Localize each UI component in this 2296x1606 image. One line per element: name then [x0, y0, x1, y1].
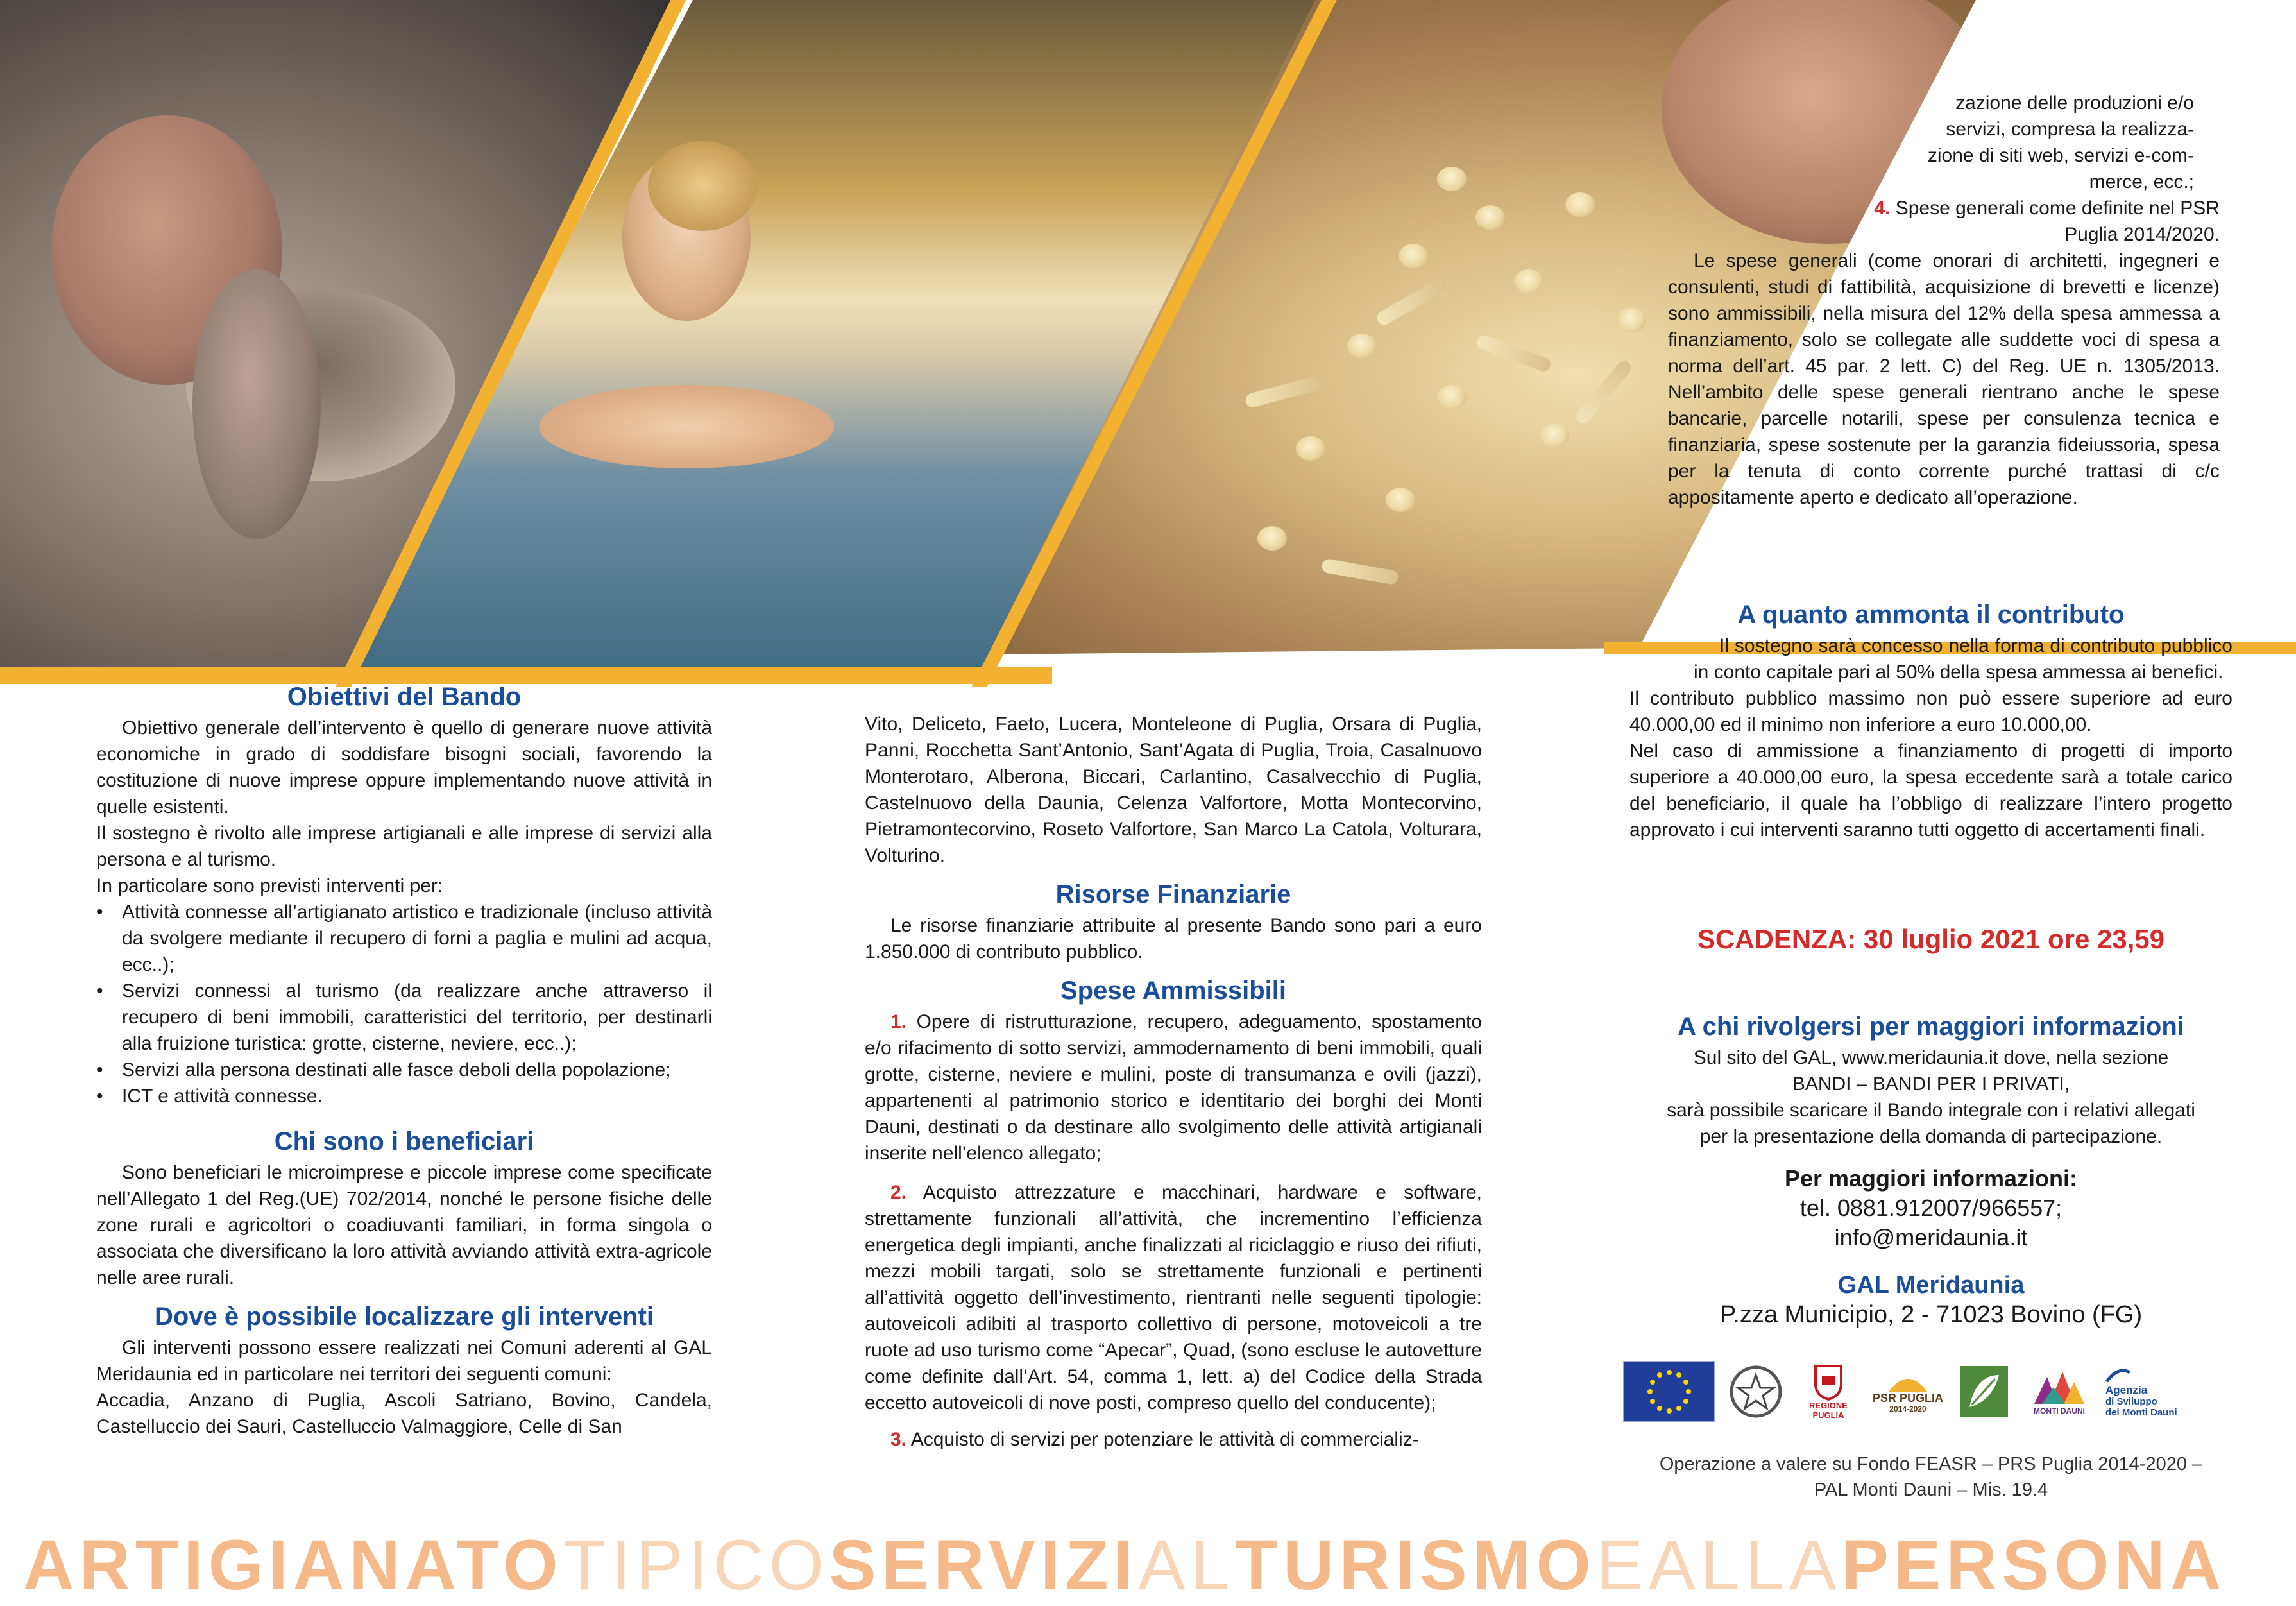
paragraph: Le risorse finanziarie attribuite al presente Bando sono pari a euro 1.850.000 di contributo pubblico. — [865, 915, 1482, 962]
comuni-list: Vito, Deliceto, Faeto, Lucera, Monteleone di Puglia, Orsara di Puglia, Panni, Rocchetta Sant’Antonio, Sant’Agata di Puglia, Troia, Casalnuovo Monterotaro, Alberona, Biccari, Carlantino, Casalvecchio di Puglia, Castelnuovo della Daunia, Celenza Valfortore, Motta Montecorvino, Pietramontecorvino, Roseto Valfortore, San Marco La Catola, Volturara, Volturino. — [865, 713, 1482, 866]
pasta-piece — [1257, 526, 1287, 551]
spese-item-2 — [865, 1179, 1482, 1416]
item-number: 2. — [890, 1182, 907, 1203]
more-info-label: Per maggiori informazioni: — [1784, 1165, 2078, 1192]
paragraph: Il sostegno sarà concesso nella forma di contributo pubblico in conto capitale pari al 50% della spesa ammessa ai benefici. — [1694, 635, 2232, 683]
monti-dauni-label: MONTI DAUNI — [2034, 1406, 2085, 1415]
pasta-piece — [1475, 334, 1552, 373]
pasta-piece — [1244, 375, 1322, 409]
pasta-piece — [1375, 277, 1449, 327]
leader-logo-icon — [1955, 1361, 2013, 1422]
psr-sun-icon — [1885, 1370, 1930, 1392]
tagline — [0, 1527, 2296, 1604]
pasta-piece — [1296, 436, 1325, 461]
pasta-piece — [1437, 385, 1467, 409]
text-line: zione di siti web, servizi e-com- — [1927, 145, 2194, 166]
logo-strip — [1623, 1356, 2226, 1427]
spese-continuation — [1617, 90, 2220, 511]
item-number: 1. — [890, 1011, 907, 1032]
tagline-word: ARTIGIANATO — [23, 1527, 563, 1604]
agenzia-label: dei Monti Dauni — [2105, 1406, 2177, 1418]
pasta-piece — [1540, 423, 1569, 448]
paragraph: Il contributo pubblico massimo non può essere superiore ad euro 40.000,00 ed il minimo non inferiore a euro 10.000,00. — [1629, 688, 2232, 735]
info-line: per la presentazione della domanda di partecipazione. — [1699, 1126, 2163, 1147]
section-heading-risorse: Risorse Finanziarie — [1055, 880, 1291, 909]
tagline-word: TIPICO — [563, 1527, 829, 1604]
tagline-word: AL — [1138, 1527, 1235, 1604]
italian-republic-emblem-icon — [1727, 1361, 1785, 1422]
section-heading-spese: Spese Ammissibili — [1060, 977, 1286, 1005]
left-column — [96, 679, 712, 1440]
pasta-piece — [1399, 244, 1428, 268]
bullet-item: • ICT e attività connesse. — [96, 1083, 712, 1109]
mountains-icon — [2032, 1368, 2087, 1406]
item-number: 3. — [890, 1429, 907, 1450]
funding-note-line: Operazione a valere su Fondo FEASR – PRS Puglia 2014-2020 – — [1659, 1454, 2203, 1474]
deadline-notice: SCADENZA: 30 luglio 2021 ore 23,59 — [1697, 924, 2165, 954]
pasta-piece — [1514, 269, 1543, 294]
phone-number: tel. 0881.912007/966557; — [1799, 1195, 2062, 1221]
hair-shape — [648, 141, 757, 231]
section-heading-beneficiari: Chi sono i beneficiari — [274, 1127, 534, 1156]
middle-column — [865, 711, 1482, 1453]
agenzia-label: Agenzia — [2105, 1383, 2148, 1396]
item-text: Acquisto di servizi per potenziare le attività di commercializ- — [910, 1429, 1419, 1450]
info-line: sarà possibile scaricare il Bando integrale con i relativi allegati — [1667, 1100, 2195, 1121]
eu-flag-icon — [1623, 1361, 1715, 1422]
info-block — [1629, 1009, 2232, 1329]
email-address: info@meridaunia.it — [1834, 1224, 2028, 1251]
bullet-item: • Servizi alla persona destinati alle fasce deboli della popolazione; — [96, 1057, 712, 1083]
spese-generali-text: Le spese generali (come onorari di architetti, ingegneri e consulenti, studi di fattibilità, acquisizione di brevetti e licenze) sono ammissibili, nella misura del 12% della spesa ammessa a finanziamento, solo se collegate alle suddette voci di spesa a norma dell’art. 45 par. 2 lett. C) del Reg. UE n. 1305/2013. Nell’ambito delle spese generali rientrano anche le spese bancarie, parcelle notarili, spese per consulenza tecnica e finanziaria, spese sostenute per la garanzia fideiussoria, spesa per la tenuta di conto corrente purché trattasi di c/c appositamente aperto e dedicato all’operazione. — [1668, 250, 2220, 508]
monti-dauni-logo — [2025, 1361, 2094, 1422]
funding-note — [1623, 1451, 2239, 1503]
spese-item-3 — [865, 1426, 1482, 1453]
section-heading-obiettivi: Obiettivi del Bando — [287, 683, 522, 711]
item-text: Spese generali come definite nel PSR Puglia 2014/2020. — [1895, 198, 2220, 245]
pasta-piece — [1565, 192, 1595, 217]
funding-note-line: PAL Monti Dauni – Mis. 19.4 — [1814, 1480, 2048, 1500]
text-line: servizi, compresa la realizza- — [1946, 119, 2194, 140]
arm-shape — [539, 385, 834, 468]
info-line: BANDI – BANDI PER I PRIVATI, — [1792, 1073, 2070, 1095]
paragraph: Gli interventi possono essere realizzati nei Comuni aderenti al GAL Meridaunia ed in particolare nei territori dei seguenti comuni: — [96, 1337, 712, 1385]
gal-name: GAL Meridaunia — [1837, 1272, 2025, 1299]
spese-item-4 — [1617, 195, 2220, 248]
pasta-piece — [1437, 167, 1467, 191]
comuni-list: Accadia, Anzano di Puglia, Ascoli Satriano, Bovino, Candela, Castelluccio dei Sauri, Castelluccio Valmaggiore, Celle di San — [96, 1390, 712, 1437]
section-heading-localizzazione: Dove è possibile localizzare gli interventi — [154, 1303, 654, 1331]
section-heading-info: A chi rivolgersi per maggiori informazioni — [1678, 1012, 2184, 1041]
bullet-item: • Servizi connessi al turismo (da realizzare anche attraverso il recupero di beni immobili, caratteristici del territorio, per destinarli alla fruizione turistica: grotte, cisterne, neviere, ecc..); — [96, 978, 712, 1057]
regione-puglia-label: REGIONE PUGLIA — [1809, 1401, 1848, 1420]
paragraph: Il sostegno è rivolto alle imprese artigianali e alle imprese di servizi alla persona e al turismo. — [96, 823, 712, 870]
right-column — [1629, 597, 2232, 843]
item-text: Opere di ristrutturazione, recupero, adeguamento, spostamento e/o rifacimento di sotto servizi, ammodernamento di beni immobili, quali grotte, cisterne, neviere e mulini, poste di transumanza e ovili (jazzi), appartenenti al patrimonio storico e identitario dei borghi dei Monti Dauni, destinati o da destinare allo svolgimento delle attività artigianali inserite nell’elenco allegato; — [865, 1011, 1482, 1164]
hand-shape — [192, 269, 321, 539]
bullet-item: • Attività connesse all’artigianato artistico e tradizionale (incluso attività da svolgere mediante il recupero di forni a paglia e mulini ad acqua, ecc..); — [96, 899, 712, 978]
tagline-word: EALLA — [1595, 1527, 1842, 1604]
paragraph: Obiettivo generale dell’intervento è quello di generare nuove attività economiche in grado di soddisfare bisogni sociali, favorendo la costituzione di nuove imprese oppure implementando nuove attività in quelle esistenti. — [96, 717, 712, 817]
pasta-piece — [1475, 205, 1505, 230]
tagline-word: PERSONA — [1841, 1527, 2227, 1604]
regione-puglia-logo — [1796, 1361, 1860, 1422]
paragraph: In particolare sono previsti interventi per: — [96, 875, 443, 896]
tagline-word: SERVIZI — [829, 1527, 1139, 1604]
spese-item-1 — [865, 1009, 1482, 1166]
item-number: 4. — [1874, 198, 1891, 219]
psr-period: 2014-2020 — [1889, 1404, 1926, 1414]
regione-shield-icon — [1812, 1363, 1844, 1401]
gal-address: P.zza Municipio, 2 - 71023 Bovino (FG) — [1719, 1301, 2143, 1328]
agenzia-sviluppo-logo — [2105, 1361, 2202, 1422]
pasta-piece — [1347, 334, 1377, 358]
info-line: Sul sito del GAL, www.meridaunia.it dove, nella sezione — [1693, 1047, 2169, 1068]
tagline-word: TURISMO — [1234, 1527, 1596, 1604]
section-heading-contributo: A quanto ammonta il contributo — [1737, 601, 2125, 629]
psr-label: PSR PUGLIA — [1872, 1391, 1943, 1405]
text-line: zazione delle produzioni e/o — [1955, 92, 2194, 114]
pasta-piece — [1321, 558, 1399, 586]
paragraph: Sono beneficiari le microimprese e piccole imprese come specificate nell’Allegato 1 del Reg.(UE) 702/2014, nonché le persone fisiche delle zone rurali e agricoltori o coadiuvanti familiari, in forma singola o associata che diversificano la loro attività avviando attività extra-agricole nelle aree rurali. — [96, 1162, 712, 1288]
eu-stars-icon — [1624, 1362, 1714, 1421]
item-text: Acquisto attrezzature e macchinari, hardware e software, strettamente funzionali all’attività, che incrementino l’efficienza energetica degli impianti, anche finalizzati al riciclaggio e riuso dei rifiuti, mezzi mobili targati, solo se strettamente funzionali e pertinenti all’attività oggetto dell’investimento, rientranti nelle seguenti tipologie: autoveicoli adibiti al trasporto collettivo di persone, motoveicoli a tre ruote ad uso turismo come “Apecar”, Quad, (sono escluse le autovetture come definite dall’Art. 54, comma 1, lett. a) del Codice della Strada eccetto autoveicoli di nove posti, compreso quello del conducente); — [865, 1182, 1482, 1414]
paragraph: Nel caso di ammissione a finanziamento di progetti di importo superiore a 40.000,00 euro, la spesa eccedente sarà a totale carico del beneficiario, il quale ha l’obbligo di realizzare l’intero progetto approvato i cui interventi saranno tutti oggetto di accertamenti finali. — [1629, 740, 2232, 841]
text-line: merce, ecc.; — [2089, 171, 2194, 192]
psr-puglia-logo — [1872, 1361, 1944, 1422]
agenzia-label: di Sviluppo — [2105, 1396, 2157, 1407]
agenzia-swoosh-icon — [2105, 1366, 2131, 1384]
pasta-piece — [1386, 488, 1415, 512]
